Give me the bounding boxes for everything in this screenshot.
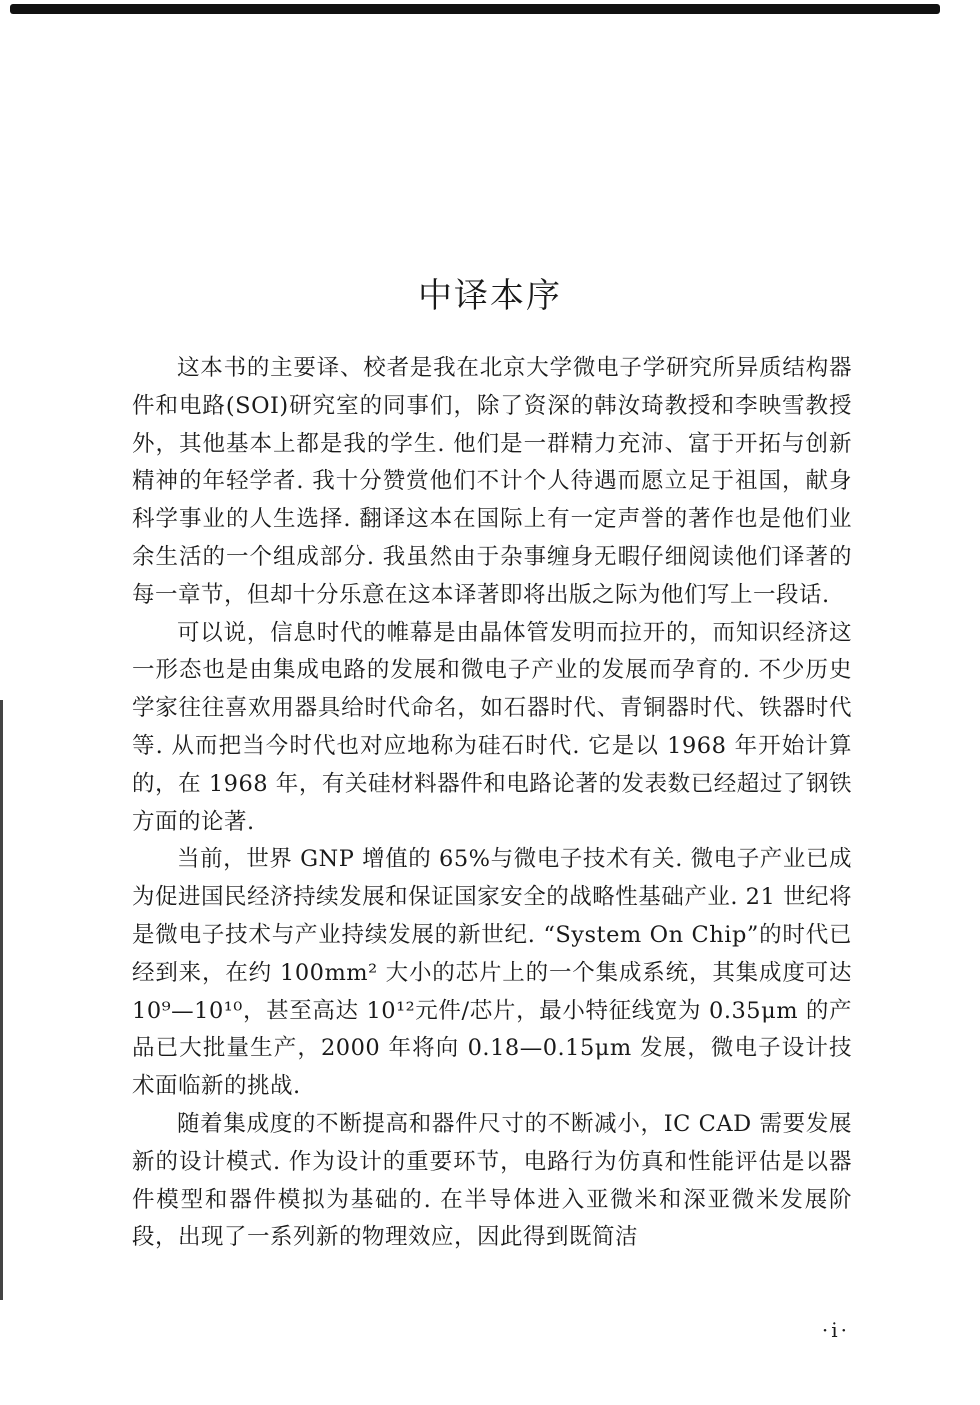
paragraph-3: 当前，世界 GNP 增值的 65%与微电子技术有关. 微电子产业已成为促进国民经济持续发展和保证国家安全的战略性基础产业. 21 世纪将是微电子技术与产业持续发展的新世纪. “System On Chip”的时代已经到来，在约 100mm² 大小的芯片上的一个集成系统，其集成度可达 10⁹—10¹⁰，甚至高达 10¹²元件/芯片，最小特征线宽为 0.35μm 的产品已大批量生产，2000 年将向 0.18—0.15μm 发展，微电子设计技术面临新的挑战. — [132, 846, 852, 1100]
paragraph-2: 可以说，信息时代的帷幕是由晶体管发明而拉开的，而知识经济这一形态也是由集成电路的发展和微电子产业的发展而孕育的. 不少历史学家往往喜欢用器具给时代命名，如石器时代、青铜器时代、铁器时代等. 从而把当今时代也对应地称为硅石时代. 它是以 1968 年开始计算的，在 1968 年，有关硅材料器件和电路论著的发表数已经超过了钢铁方面的论著. — [132, 619, 852, 835]
page-number: ·i· — [821, 1318, 850, 1342]
top-rule — [10, 4, 940, 14]
page-edge-shadow — [0, 700, 3, 1300]
paragraph-4: 随着集成度的不断提高和器件尺寸的不断减小，IC CAD 需要发展新的设计模式. 作为设计的重要环节，电路行为仿真和性能评估是以器件模型和器件模拟为基础的. 在半导体进入亚微米和深亚微米发展阶段，出现了一系列新的物理效应，因此得到既简洁 — [132, 1110, 852, 1251]
page-title: 中译本序 — [418, 276, 562, 316]
paragraph-1: 这本书的主要译、校者是我在北京大学微电子学研究所异质结构器件和电路(SOI)研究室的同事们，除了资深的韩汝琦教授和李映雪教授外，其他基本上都是我的学生. 他们是一群精力充沛、富于开拓与创新精神的年轻学者. 我十分赞赏他们不计个人待遇而愿立足于祖国，献身科学事业的人生选择. 翻译这本在国际上有一定声誉的著作也是他们业余生活的一个组成部分. 我虽然由于杂事缠身无暇仔细阅读他们译著的每一章节，但却十分乐意在这本译著即将出版之际为他们写上一段话. — [132, 355, 852, 608]
body-text — [132, 350, 852, 1257]
